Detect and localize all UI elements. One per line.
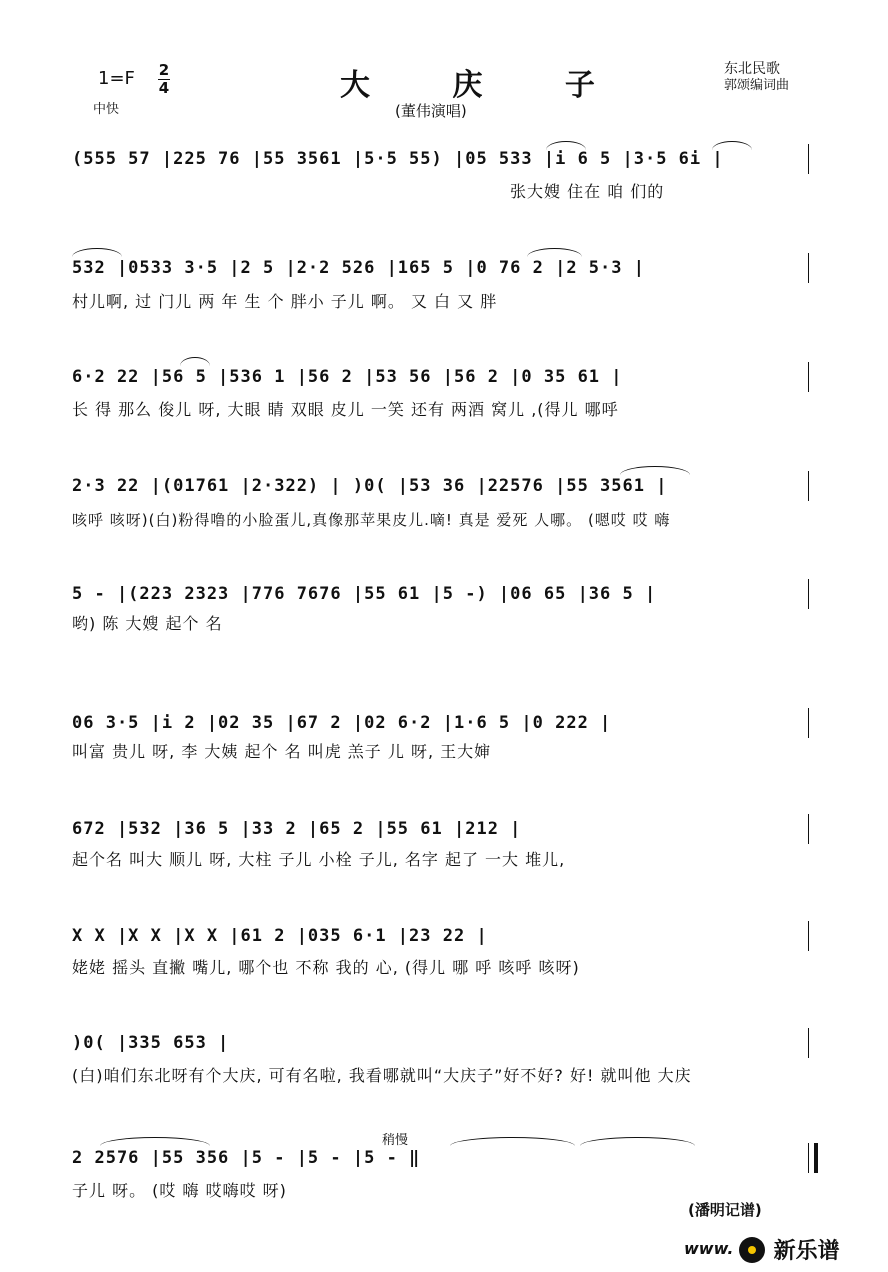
tie-mark (580, 1137, 695, 1146)
tempo-marking: 中快 (93, 102, 120, 117)
lyric-row-3: 长 得 那么 俊儿 呀, 大眼 睛 双眼 皮儿 一笑 还有 两酒 窝儿 ,(得儿 哪呼 (72, 400, 619, 419)
song-title: 大 庆 子 (340, 68, 631, 103)
tie-mark (450, 1137, 575, 1146)
slur-mark (546, 141, 586, 150)
lyric-row-8: 姥姥 摇头 直撇 嘴儿, 哪个也 不称 我的 心, (得儿 哪 呼 咳呼 咳呀) (72, 958, 580, 977)
slur-mark (527, 248, 582, 257)
lyric-row-6: 叫富 贵儿 呀, 李 大姨 起个 名 叫虎 羔子 儿 呀, 王大婶 (72, 742, 492, 761)
barline (808, 921, 809, 951)
notation-row-4: 2·3 22 |(01761 |2·322) | )0( |53 36 |22576 |55 3561 | (72, 476, 668, 496)
final-thick-barline (814, 1143, 818, 1173)
lyric-row-7: 起个名 叫大 顺儿 呀, 大柱 子儿 小栓 子儿, 名字 起了 一大 堆儿, (72, 850, 566, 869)
barline (808, 471, 809, 501)
transcriber-credit: (潘明记谱) (688, 1201, 762, 1219)
barline (808, 814, 809, 844)
site-watermark (684, 1234, 840, 1265)
notation-row-5: 5 - |(223 2323 |776 7676 |55 61 |5 -) |06 65 |36 5 | (72, 584, 657, 604)
slur-mark (72, 248, 122, 257)
notation-row-6: 06 3·5 |i 2 |02 35 |67 2 |02 6·2 |1·6 5 |0 222 | (72, 713, 612, 733)
lyric-row-1: 张大嫂 住在 咱 们的 (510, 182, 665, 201)
record-logo-icon (739, 1237, 765, 1263)
lyric-row-2: 村儿啊, 过 门儿 两 年 生 个 胖小 子儿 啊。 又 白 又 胖 (72, 292, 498, 311)
barline (808, 1028, 809, 1058)
key-signature: 1=F (98, 68, 135, 89)
site-url: www. (684, 1239, 734, 1258)
site-name: 新乐谱 (773, 1239, 840, 1264)
barline (808, 144, 809, 174)
barline (808, 253, 809, 283)
notation-row-7: 672 |532 |36 5 |33 2 |65 2 |55 61 |212 | (72, 819, 522, 839)
lyric-row-5: 哟) 陈 大嫂 起个 名 (72, 614, 223, 633)
slur-mark (620, 466, 690, 475)
song-origin: 东北民歌 (724, 61, 780, 77)
barline (808, 579, 809, 609)
barline (808, 362, 809, 392)
notation-row-1: (555 57 |225 76 |55 3561 |5·5 55) |05 533 |i 6 5 |3·5 6i | (72, 149, 724, 169)
lyric-row-10: 子儿 呀。 (哎 嗨 哎嗨哎 呀) (72, 1181, 287, 1200)
tempo-change-slow: 稍慢 (382, 1133, 409, 1148)
notation-row-10: 2 2576 |55 356 |5 - |5 - |5 - ‖ (72, 1148, 421, 1168)
final-thin-barline (808, 1143, 809, 1173)
time-signature: 2 4 (158, 61, 170, 97)
slur-mark (100, 1137, 210, 1146)
singer-credit: (董伟演唱) (395, 102, 467, 120)
slur-mark (180, 357, 210, 366)
arranger-credit: 郭颂编词曲 (724, 78, 790, 93)
notation-row-9: )0( |335 653 | (72, 1033, 230, 1053)
lyric-row-9: (白)咱们东北呀有个大庆, 可有名啦, 我看哪就叫“大庆子”好不好? 好! 就叫他 大庆 (72, 1066, 692, 1085)
notation-row-3: 6·2 22 |56 5 |536 1 |56 2 |53 56 |56 2 |0 35 61 | (72, 367, 623, 387)
slur-mark (712, 141, 752, 150)
barline (808, 708, 809, 738)
notation-row-8: X X |X X |X X |61 2 |035 6·1 |23 22 | (72, 926, 488, 946)
notation-row-2: 532 |0533 3·5 |2 5 |2·2 526 |165 5 |0 76 2 |2 5·3 | (72, 258, 645, 278)
lyric-row-4: 咳呼 咳呀)(白)粉得噜的小脸蛋儿,真像那苹果皮儿.嘀! 真是 爱死 人哪。 (嗯哎 哎 嗨 (72, 511, 671, 529)
